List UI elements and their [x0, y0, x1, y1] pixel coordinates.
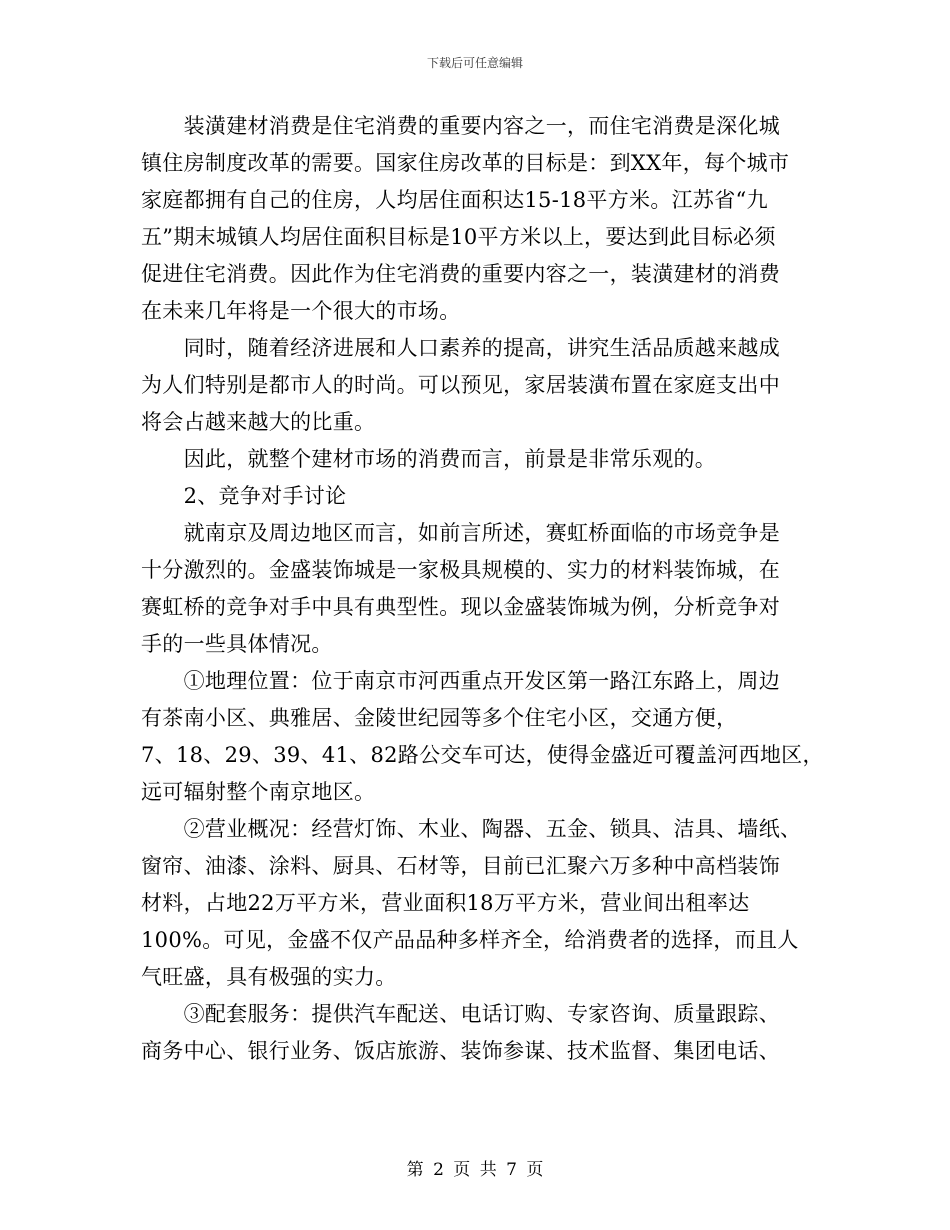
- page-header: 下载后可任意编辑: [426, 56, 523, 70]
- text-line: ①地理位置：位于南京市河西重点开发区第一路江东路上，周边: [141, 669, 780, 693]
- text-line: 7、18、29、39、41、82路公交车可达，使得金盛近可覆盖河西地区，: [141, 743, 824, 767]
- text-line: 2、竞争对手讨论: [141, 484, 347, 508]
- text-line: 家庭都拥有自己的住房，人均居住面积达15-18平方米。江苏省“九: [141, 188, 768, 212]
- text-line: 窗帘、油漆、涂料、厨具、石材等，目前已汇聚六万多种中高档装饰: [141, 854, 780, 878]
- text-line: 赛虹桥的竞争对手中具有典型性。现以金盛装饰城为例，分析竞争对: [141, 595, 780, 619]
- text-line: 远可辐射整个南京地区。: [141, 780, 376, 804]
- text-line: 镇住房制度改革的需要。国家住房改革的目标是：到XX年，每个城市: [141, 151, 790, 175]
- text-line: 同时，随着经济进展和人口素养的提高，讲究生活品质越来越成: [141, 336, 780, 360]
- text-line: 商务中心、银行业务、饭店旅游、装饰参谋、技术监督、集团电话、: [141, 1039, 780, 1063]
- text-line: 材料，占地22万平方米，营业面积18万平方米，营业间出租率达: [141, 891, 750, 915]
- text-line: 就南京及周边地区而言，如前言所述，赛虹桥面临的市场竞争是: [141, 521, 780, 545]
- document-body: [141, 108, 824, 1070]
- text-line: 有茶南小区、典雅居、金陵世纪园等多个住宅小区，交通方便，: [141, 706, 738, 730]
- text-line: 装潢建材消费是住宅消费的重要内容之一，而住宅消费是深化城: [141, 114, 780, 138]
- text-line: 因此，就整个建材市场的消费而言，前景是非常乐观的。: [141, 447, 717, 471]
- text-line: ②营业概况：经营灯饰、木业、陶器、五金、锁具、洁具、墙纸、: [141, 817, 802, 841]
- text-line: 将会占越来越大的比重。: [141, 410, 376, 434]
- text-line: 在未来几年将是一个很大的市场。: [141, 299, 461, 323]
- text-line: 五”期末城镇人均居住面积目标是10平方米以上，要达到此目标必须: [141, 225, 776, 249]
- text-line: 气旺盛，具有极强的实力。: [141, 965, 397, 989]
- text-line: 为人们特别是都市人的时尚。可以预见，家居装潢布置在家庭支出中: [141, 373, 780, 397]
- text-line: 促进住宅消费。因此作为住宅消费的重要内容之一，装潢建材的消费: [141, 262, 780, 286]
- text-line: 十分激烈的。金盛装饰城是一家极具规模的、实力的材料装饰城，在: [141, 558, 780, 582]
- page-footer: 第 2 页 共 7 页: [406, 1160, 544, 1180]
- text-line: ③配套服务：提供汽车配送、电话订购、专家咨询、质量跟踪、: [141, 1002, 780, 1026]
- text-line: 手的一些具体情况。: [141, 632, 333, 656]
- text-line: 100%。可见，金盛不仅产品品种多样齐全，给消费者的选择，而且人: [141, 928, 799, 952]
